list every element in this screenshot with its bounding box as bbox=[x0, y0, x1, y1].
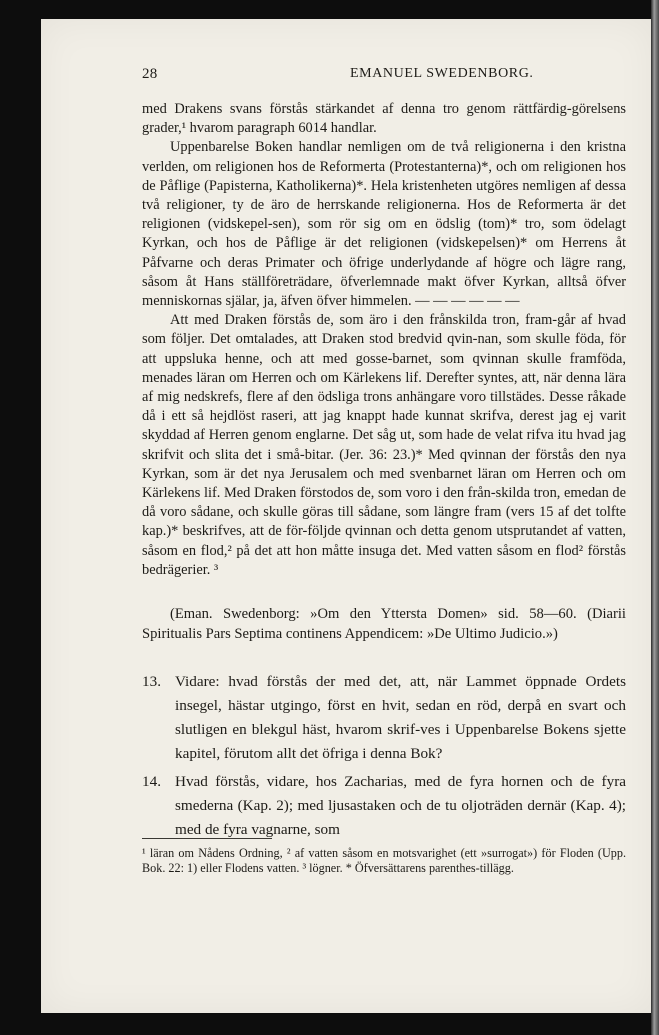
page-header bbox=[100, 66, 631, 86]
footnote-rule bbox=[142, 838, 272, 839]
question-text: Hvad förstås, vidare, hos Zacharias, med de fyra hornen och de fyra smederna (Kap. 2); med ljusastaken och de tu oljoträden dernär (Kap. 4); med de fyra vagnarne, som bbox=[175, 773, 626, 838]
page-number: 28 bbox=[142, 66, 158, 82]
question-13 bbox=[142, 670, 626, 766]
main-text bbox=[142, 100, 626, 580]
question-14 bbox=[142, 770, 626, 842]
question-number: 13. bbox=[142, 673, 161, 690]
paragraph-1: med Drakens svans förstås stärkandet af denna tro genom rättfärdig-görelsens grader,¹ hvarom paragraph 6014 handlar. bbox=[142, 101, 626, 137]
book-spine-edge bbox=[651, 0, 659, 1035]
question-number: 14. bbox=[142, 773, 161, 790]
paragraph-3: Att med Draken förstås de, som äro i den frånskilda tron, fram-går af hvad som följer. Det omtalades, att Draken stod bredvid qvin-nan, som skulle föda, för att uppsluka henne, och att med gosse-barnet, som qvinnan skulle framföda, menades läran om Herren och om Kärlekens lif. Derefter syntes, att, när denna lära af mig nedskrefs, flere af den ödsliga trons anhängare voro tillstädes. Desse råkade då i ett så hejdlöst raseri, att jag knappt hade kunnat skrifva, derest jag ej varit skyddad af Herren genom englarne. Det såg ut, som hade de velat rifva itu hvad jag skrifvit och slita det i små-bitar. (Jer. 36: 23.)* Med qvinnan der förstås den nya Kyrkan, som är det nya Jerusalem och med svenbarnet läran om Herren och om Kärlekens lif. Med Draken förstodos de, som voro i den från-skilda tron, emedan de då voro sådane, och skulle göras till sådane, som längre fram (vers 15 af det tolfte kap.)* beskrifves, att de för-följde qvinnan och detta genom utsprutandet af vatten, såsom en flod,² på det att hon måtte insuga det. Med vatten såsom en flod² förstås bedrägerier. ³ bbox=[142, 312, 626, 578]
source-citation: (Eman. Swedenborg: »Om den Yttersta Domen» sid. 58—60. (Diarii Spiritualis Pars Septima continens Appendicem: »De Ultimo Judicio.») bbox=[142, 606, 626, 642]
footnotes: ¹ läran om Nådens Ordning, ² af vatten såsom en motsvarighet (ett »surrogat») för Floden (Upp. Bok. 22: 1) eller Flodens vatten. ³ lögner. * Öfversättarens parenthes-tillägg. bbox=[142, 846, 626, 875]
question-text: Vidare: hvad förstås der med det, att, när Lammet öppnade Ordets insegel, hästar utgingo, först en hvit, sedan en röd, derpå en svart och slutligen en blekgul häst, hvarom skrif-ves i Uppenbarelse Bokens sjette kapitel, förutom allt det öfriga i denna Bok? bbox=[175, 673, 626, 762]
paragraph-2: Uppenbarelse Boken handlar nemligen om de två religionerna i den kristna verlden, om religionen hos de Reformerta (Protestanterna)*, och om religionen hos de Påflige (Papisterna, Katholikerna)*. Hela kristenheten utgöres nemligen af dessa två religioner, ty de äro de herrskande religionerna. Hos de Reformerta är det religionen (vidskepel-sen), som rör sig om en ödslig (tom)* tro, som ödelagt Kyrkan, och hos de Påflige är det religionen (vidskepelsen)* om Herrens åt Påfvarne och deras Primater och öfrige underlydande af högre och lägre rang, såsom åt Hans ställföreträdare, öfverlemnade makt öfver Kyrkan, alltså öfver menniskornas själar, ja, äfven öfver himmelen. — — — — — — bbox=[142, 139, 626, 310]
running-head: EMANUEL SWEDENBORG. bbox=[350, 66, 534, 81]
